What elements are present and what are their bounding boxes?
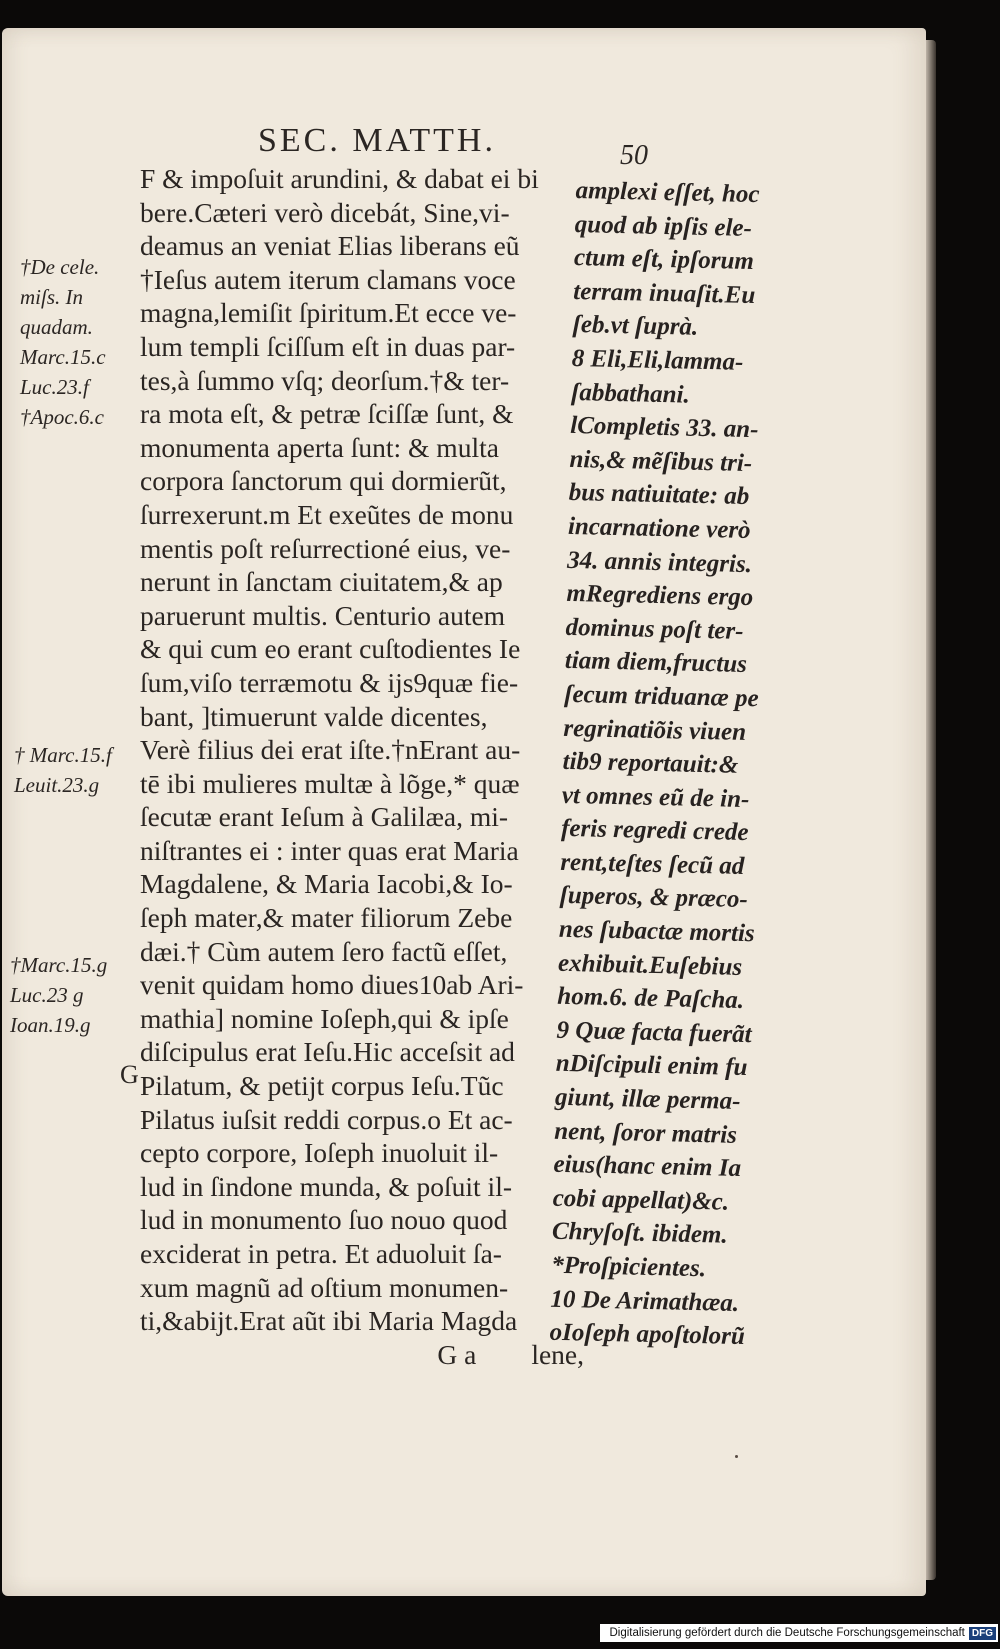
margin-note-line: Chryſoſt. ibidem.	[551, 1218, 728, 1250]
margin-note-line: ſabbathani.	[570, 378, 691, 409]
margin-reference: Luc.23.f	[20, 375, 89, 399]
margin-note-line: tiam diem,fructus	[564, 647, 748, 679]
margin-note-line: nes ſubactæ mortis	[558, 915, 755, 948]
text-line: Pilatus iuſsit reddi corpus.o Et ac-	[140, 1103, 513, 1135]
margin-note-line: incarnatione verò	[567, 512, 751, 544]
text-line: lud in monumento ſuo nouo quod	[140, 1204, 508, 1236]
text-line: ſurrexerunt.m Et exeũtes de monu	[140, 498, 514, 530]
margin-note-line: bus natiuitate: ab	[568, 479, 750, 511]
margin-note-line: giunt, illæ perma-	[554, 1083, 741, 1115]
text-line: ſum,viſo terræmotu & ijs9quæ fie-	[140, 666, 519, 698]
margin-note-line: lCompletis 33. an-	[569, 412, 759, 444]
dfg-logo: DFG	[969, 1627, 996, 1640]
margin-note-line: rent,teſtes ſecũ ad	[560, 848, 745, 880]
text-line: mathia] nomine Ioſeph,qui & ipſe	[140, 1002, 509, 1034]
margin-note-line: 10 De Arimathæa.	[550, 1285, 740, 1317]
margin-note-line: mRegrediens ergo	[566, 580, 754, 612]
margin-reference: Ioan.19.g	[10, 1013, 91, 1037]
catchword-line: G a lene,	[437, 1338, 584, 1370]
text-line: diſcipulus erat Ieſu.Hic acceſsit ad	[140, 1036, 515, 1068]
margin-note-line: exhibuit.Euſebius	[557, 949, 743, 981]
text-line: mentis poſt reſurrectioné eius, ve-	[140, 532, 511, 564]
page-number: 50	[620, 140, 648, 171]
main-text-column	[140, 162, 584, 1371]
margin-note-line: tib9 reportauit:&	[562, 747, 739, 779]
text-line: ti,&abijt.Erat aũt ibi Maria Magda	[140, 1305, 518, 1337]
margin-note-line: *Proſpicientes.	[550, 1251, 707, 1283]
text-line: Verè filius dei erat iſte.†nErant au-	[140, 734, 521, 766]
text-line: Magdalene, & Maria Iacobi,& Io-	[140, 868, 513, 900]
text-line: deamus an veniat Elias liberans eũ	[140, 230, 520, 262]
margin-note-line: nDiſcipuli enim fu	[555, 1050, 748, 1082]
text-line: lud in ſindone munda, & poſuit il-	[140, 1170, 512, 1202]
text-line: xum magnũ ad oſtium monumen-	[140, 1271, 509, 1303]
margin-note-line: 34. annis integris.	[566, 546, 753, 578]
running-head: SEC. MATTH.	[258, 122, 496, 159]
margin-note-line: cobi appellat)&c.	[552, 1184, 730, 1216]
margin-reference: †Apoc.6.c	[20, 405, 104, 429]
text-line: Pilatum, & petijt corpus Ieſu.Tũc	[140, 1070, 504, 1102]
text-line: tes,à ſummo vſq; deorſum.†& ter-	[140, 364, 510, 396]
margin-reference: Luc.23 g	[10, 983, 84, 1007]
margin-reference: Leuit.23.g	[14, 773, 100, 797]
margin-reference: †De cele.	[20, 255, 100, 279]
margin-reference: miſs. In	[20, 285, 83, 309]
margin-reference: Marc.15.c	[20, 345, 106, 369]
text-line: ſeph mater,& mater filiorum Zebe	[140, 902, 513, 934]
margin-note-line: eius(hanc enim Ia	[553, 1150, 742, 1183]
text-line: dæi.† Cùm autem ſero factũ eſſet,	[140, 935, 508, 967]
right-margin-notes	[549, 174, 808, 1355]
text-line: F & impoſuit arundini, & dabat ei bi	[140, 163, 539, 194]
margin-note-line: ſeb.vt ſuprà.	[572, 311, 699, 342]
margin-note-line: quod ab ipſis ele-	[574, 210, 753, 242]
page-edge	[926, 40, 936, 1580]
signature-mark: G	[120, 1060, 139, 1089]
footer-banner	[600, 1624, 998, 1642]
text-line: corpora ſanctorum qui dormierũt,	[140, 465, 507, 497]
footer-text: Digitalisierung gefördert durch die Deutsche Forschungsgemeinschaft	[609, 1627, 965, 1639]
margin-note-line: ſuperos, & præco-	[559, 882, 749, 914]
text-line: paruerunt multis. Centurio autem	[140, 599, 506, 631]
text-line: †Ieſus autem iterum clamans voce	[140, 263, 516, 295]
margin-note-line: terram inuaſit.Eu	[573, 277, 756, 309]
margin-note-line: ctum eſt, ipſorum	[573, 244, 755, 276]
text-line: ſecutæ erant Ieſum à Galilæa, mi-	[140, 801, 509, 833]
left-margin-notes-3	[10, 950, 107, 1040]
margin-reference: † Marc.15.f	[14, 743, 112, 767]
margin-note-line: regrinatiõis viuen	[563, 714, 747, 746]
margin-note-line: nent, ſoror matris	[553, 1117, 738, 1149]
text-line: & qui cum eo erant cuſtodientes Ie	[140, 633, 521, 665]
margin-note-line: nis,& mẽſibus tri-	[569, 445, 753, 477]
margin-note-line: 8 Eli,Eli,lamma-	[571, 344, 744, 376]
text-line: exciderat in petra. Et aduoluit ſa-	[140, 1238, 502, 1269]
text-line: venit quidam homo diues10ab Ari-	[140, 969, 524, 1001]
text-line: monumenta aperta ſunt: & multa	[140, 431, 499, 463]
margin-note-line: ſecum triduanæ pe	[563, 680, 759, 713]
margin-note-line: vt omnes eũ de in-	[561, 781, 750, 813]
text-line: lum templi ſciſſum eſt in duas par-	[140, 330, 516, 362]
margin-note-line: dominus poſt ter-	[565, 613, 744, 645]
left-margin-notes-2	[14, 740, 112, 800]
text-line: cepto corpore, Ioſeph inuoluit il-	[140, 1137, 499, 1169]
margin-reference: quadam.	[20, 315, 93, 339]
margin-note-line: hom.6. de Paſcha.	[557, 983, 745, 1015]
ink-speck	[735, 1455, 738, 1458]
margin-note-line: feris regredi crede	[560, 815, 749, 847]
text-line: bant, ]timuerunt valde dicentes,	[140, 700, 488, 732]
margin-reference: †Marc.15.g	[10, 953, 108, 977]
text-line: ra mota eſt, & petræ ſciſſæ ſunt, &	[140, 398, 514, 430]
text-line: tē ibi mulieres multæ à lõge,* quæ	[140, 767, 520, 799]
text-line: bere.Cæteri verò dicebát, Sine,vi-	[140, 196, 510, 228]
left-margin-notes-1	[20, 252, 106, 432]
margin-note-line: amplexi eſſet, hoc	[575, 176, 760, 209]
text-line: nerunt in ſanctam ciuitatem,& ap	[140, 566, 503, 598]
text-line: niſtrantes ei : inter quas erat Maria	[140, 834, 519, 866]
text-line: magna,lemiſit ſpiritum.Et ecce ve-	[140, 297, 517, 329]
margin-note-line: oIoſeph apoſtolorũ	[549, 1318, 746, 1351]
margin-note-line: 9 Quæ facta fuerãt	[556, 1016, 752, 1049]
